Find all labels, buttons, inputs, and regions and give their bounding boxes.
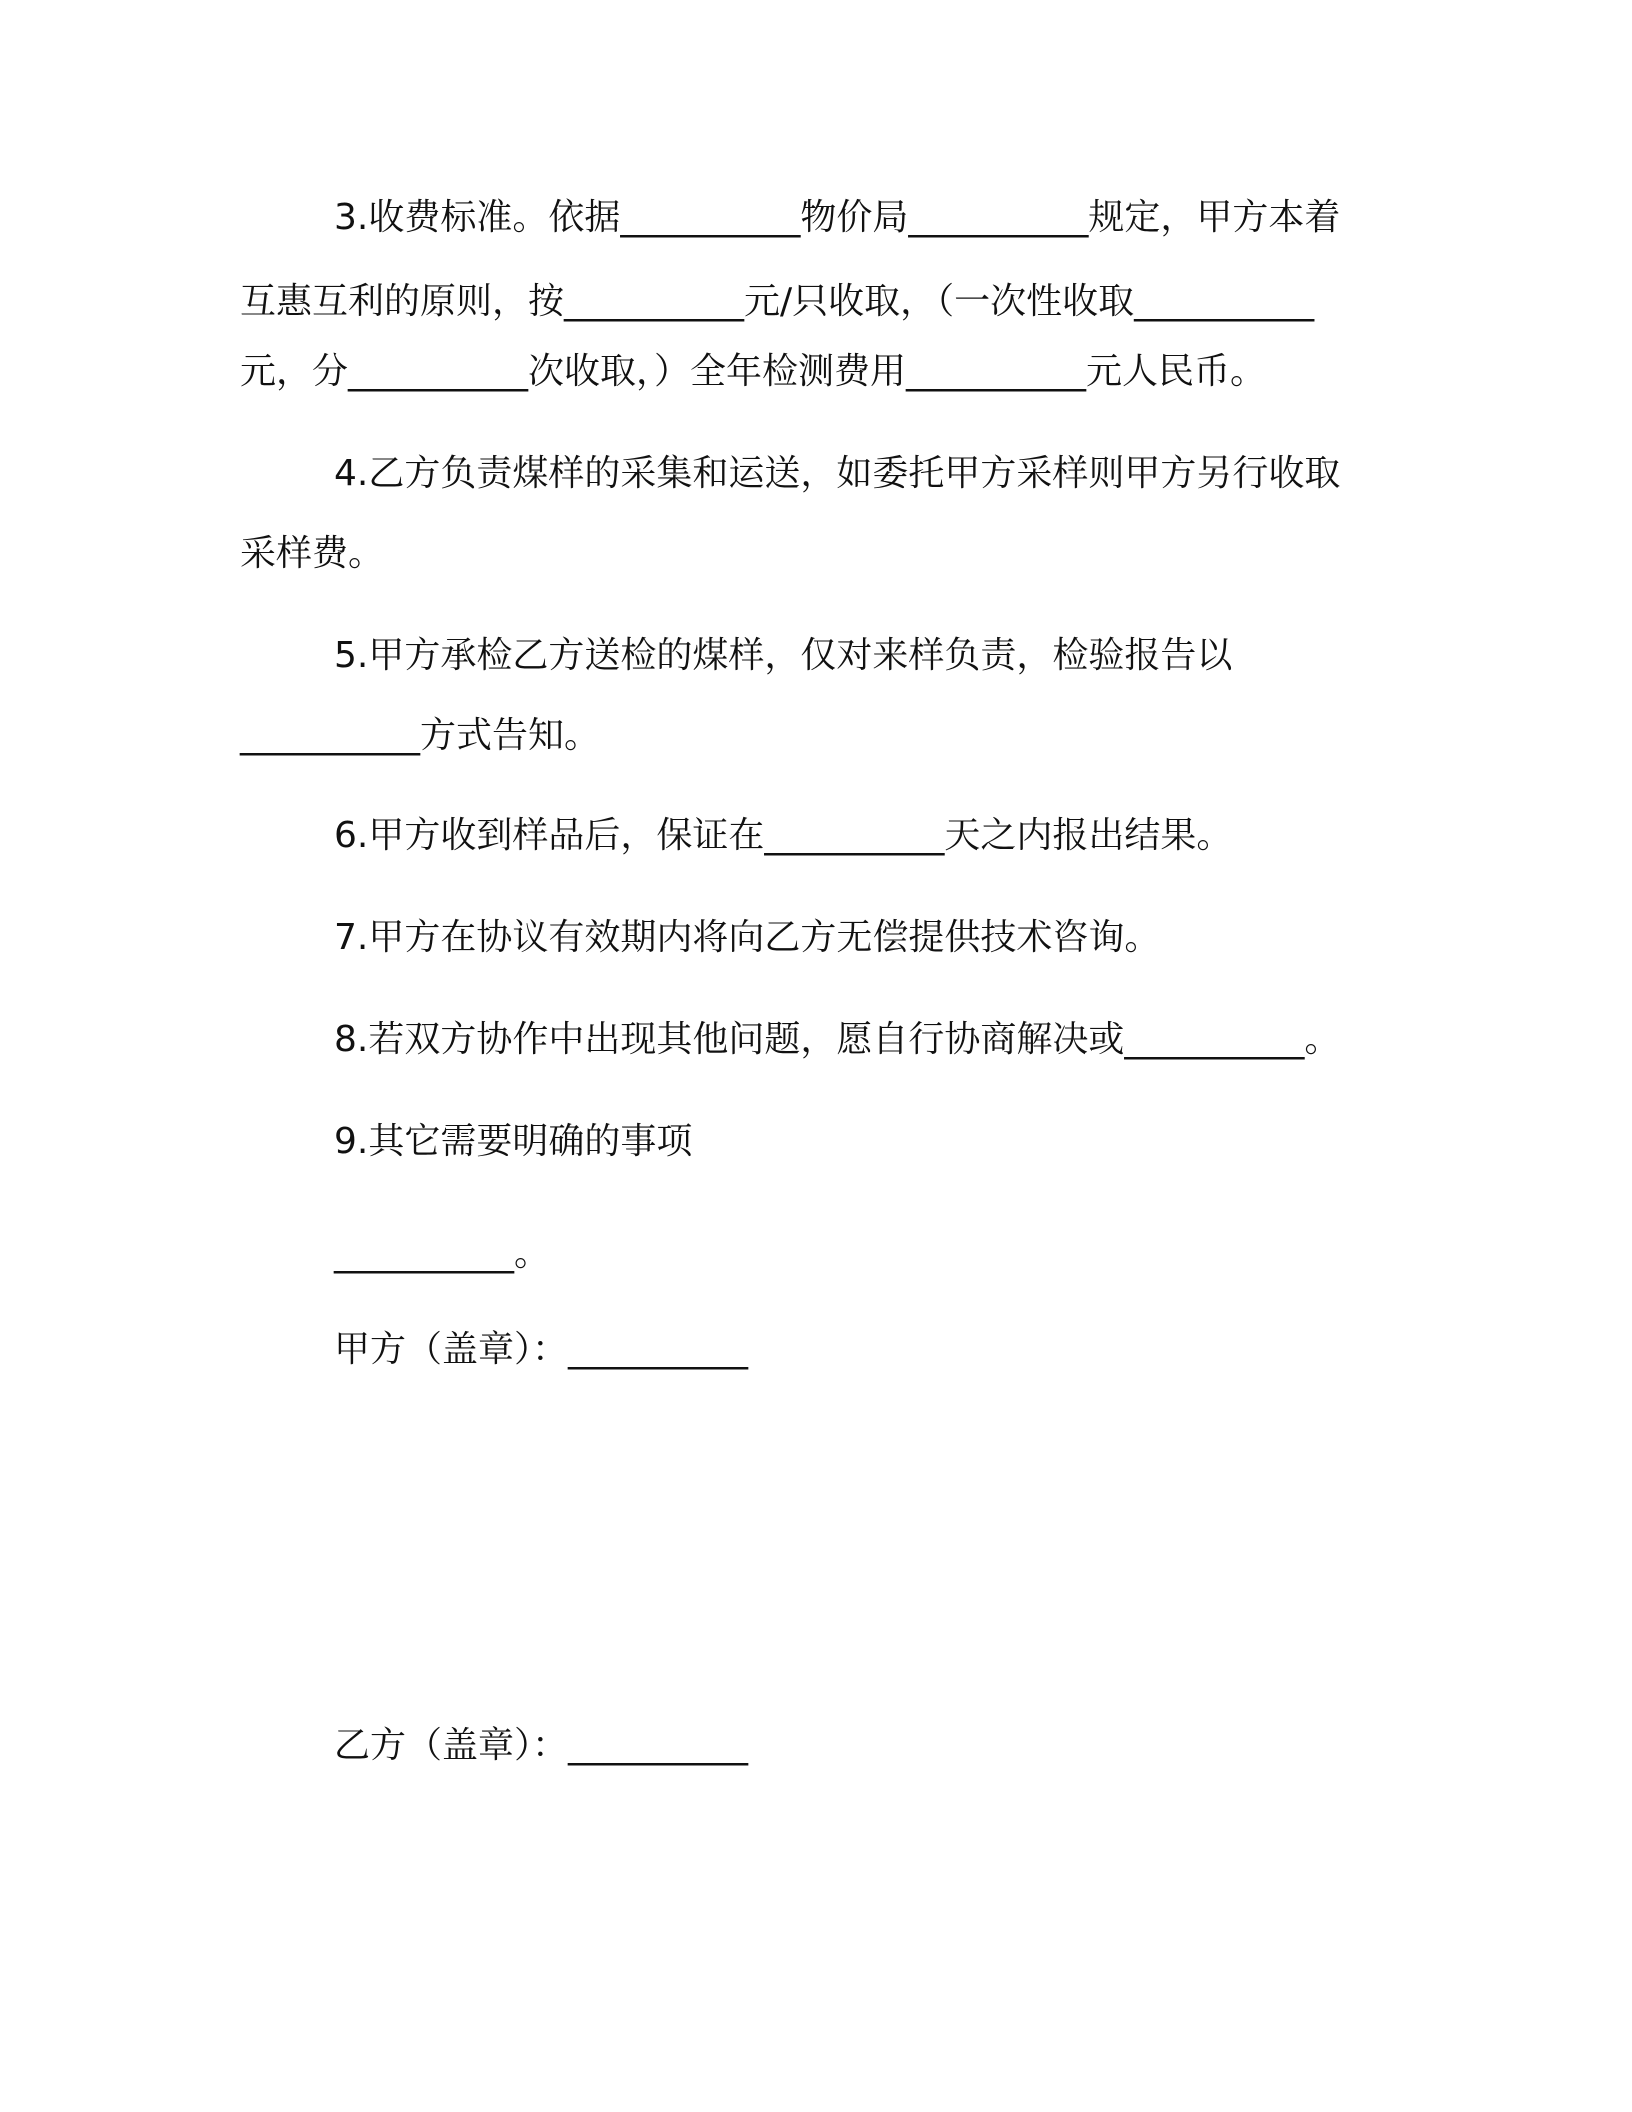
- clause-3-line-1: 3.收费标准。依据__________物价局__________规定，甲方本着: [334, 197, 1341, 238]
- clause-3-line-3: 元，分__________次收取，）全年检测费用__________元人民币。: [240, 351, 1267, 392]
- clause-9-line-2: __________。: [334, 1233, 551, 1274]
- party-b-signature: 乙方（盖章）：__________: [334, 1725, 749, 1766]
- clause-3-line-2: 互惠互利的原则，按__________元/只收取，（一次性收取__________: [240, 281, 1315, 322]
- clause-5-line-1: 5.甲方承检乙方送检的煤样，仅对来样负责，检验报告以: [334, 635, 1233, 676]
- clause-4-line-2: 采样费。: [240, 533, 385, 574]
- clause-8: 8.若双方协作中出现其他问题，愿自行协商解决或__________。: [334, 1019, 1341, 1060]
- clause-7: 7.甲方在协议有效期内将向乙方无偿提供技术咨询。: [334, 917, 1161, 958]
- clause-5-line-2: __________方式告知。: [240, 715, 601, 756]
- party-a-signature: 甲方（盖章）：__________: [334, 1329, 749, 1370]
- clause-6: 6.甲方收到样品后，保证在__________天之内报出结果。: [334, 815, 1233, 856]
- clause-9-line-1: 9.其它需要明确的事项: [334, 1121, 693, 1162]
- clause-4-line-1: 4.乙方负责煤样的采集和运送，如委托甲方采样则甲方另行收取: [334, 453, 1341, 494]
